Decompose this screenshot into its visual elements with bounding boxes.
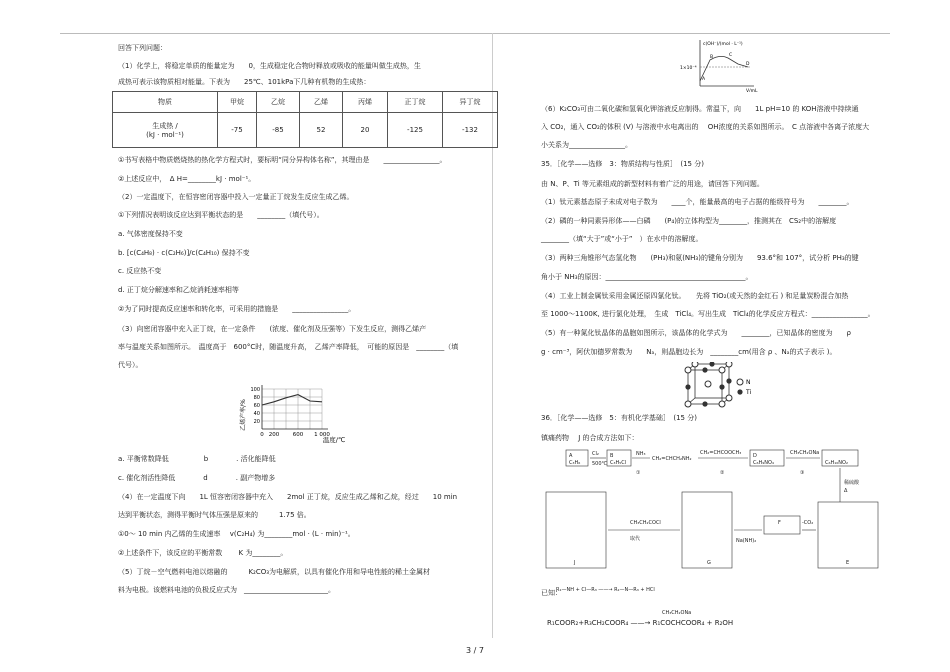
table-header: 乙烯 xyxy=(300,92,343,113)
chart-grid xyxy=(262,389,322,429)
oh-y-tick: 1×10⁻⁴ xyxy=(680,66,697,71)
top-rule xyxy=(60,33,890,34)
svg-text:Na(NH)₂: Na(NH)₂ xyxy=(736,538,757,544)
text-line: （2）磷的一种同素异形体——白磷 (P₄)的立体构型为________，推测其在 CS₂中的溶解度 xyxy=(541,217,837,225)
compound-b: C₃H₅Cl xyxy=(610,460,627,466)
table-header-row xyxy=(113,92,498,113)
table-cell: -85 xyxy=(257,113,300,148)
known-label: 已知： xyxy=(541,589,562,597)
text-line: ①0～ 10 min 内乙烯的生成速率 v(C₂H₄) 为________mol · (L · min)⁻¹。 xyxy=(118,530,355,538)
compound-a: C₃H₆ xyxy=(569,460,581,466)
legend-ti-label: Ti xyxy=(746,389,752,396)
text-line: （1）钛元素基态原子未成对电子数为 ____个，能量最高的电子占据的能级符号为 ________。 xyxy=(541,198,854,206)
compound-g-box xyxy=(682,492,732,568)
text-line: （5）丁烷－空气燃料电池以熔融的 K₂CO₃为电解质，以具有催化作用和导电性能的稀土金属材 xyxy=(118,568,431,576)
text-line: （4）工业上制金属钛采用金属还原四氯化钛。 先将 TiO₂(或天然的金红石 ) 和足量炭粉混合加热 xyxy=(541,292,849,300)
table-header: 丙烯 xyxy=(343,92,388,113)
svg-text:J: J xyxy=(574,560,576,566)
x-tick-label: 0 xyxy=(260,432,264,438)
synthesis-route-diagram xyxy=(542,444,892,630)
x-tick-label: 600 xyxy=(292,432,304,438)
yield-series-line xyxy=(262,395,322,405)
compound-b-label: B xyxy=(610,453,614,459)
point-c: C xyxy=(729,53,733,58)
text-line: （1）化学上，将稳定单质的能量定为 0，生成稳定化合物时释放或吸收的能量叫做生成热，生 xyxy=(118,62,421,70)
text-line: 达到平衡状态，测得平衡时气体压强是原来的 1.75 倍。 xyxy=(118,511,311,519)
table-header: 物质 xyxy=(113,92,218,113)
option-a: a. 气体密度保持不变 xyxy=(118,230,183,238)
text-line: ________（填“大于”或“小于” ）在水中的溶解度。 xyxy=(541,235,703,243)
text-line: （3）向密闭容器中充入正丁烷，在一定条件 (浓度、催化剂及压强等）下发生反应，测得乙烯产 xyxy=(118,325,427,333)
text-line: ①下列情况表明该反应达到平衡状态的是 ________（填代号）。 xyxy=(118,211,324,219)
point-b: B xyxy=(710,55,714,60)
svg-text:取代: 取代 xyxy=(630,536,641,542)
y-tick-label: 100 xyxy=(250,387,260,393)
table-cell: 20 xyxy=(343,113,388,148)
y-tick-label: 60 xyxy=(253,403,260,409)
text-line: ②为了同时提高反应速率和转化率，可采用的措施是 ________________。 xyxy=(118,305,356,313)
text-line: 代号）。 xyxy=(118,361,143,369)
svg-text:NH₃: NH₃ xyxy=(636,451,646,457)
row-label-line-1: 生成热 / xyxy=(152,122,178,130)
compound-c: CH₂=CHCH₂NH₂ xyxy=(652,456,692,462)
svg-text:②: ② xyxy=(720,470,725,476)
text-line: 率与温度关系如图所示。 温度高于 600°C时，随温度升高， 乙烯产率降低， 可能的原因是 ________（填 xyxy=(118,343,459,351)
text-line: 镇痛药物 J 的合成方法如下： xyxy=(541,434,639,442)
text-line: （4）在一定温度下向 1L 恒容密闭容器中充入 2mol 正丁烷，反应生成乙烯和乙烷，经过 10 min xyxy=(118,493,458,501)
chart-x-label: 温度/℃ xyxy=(322,436,346,444)
text-line: ①书写表格中物质燃烧热的热化学方程式时，要标明“同分异构体名称”，其理由是 ________________。 xyxy=(118,156,447,164)
svg-text:F: F xyxy=(778,520,781,526)
text-line: 角小于 NH₃的原因：________________________________________。 xyxy=(541,273,753,281)
known-reaction-2: R₁COOR₂+R₃CH₂COOR₄ ——→ R₁COCHCOOR₄ + R₂OH xyxy=(547,619,734,627)
option-cd: c. 催化剂活性降低 d . 副产物增多 xyxy=(118,474,276,482)
text-line: （6）K₂CO₃可由二氧化碳和氢氧化钾溶液反应制得。常温下，向 1L pH=10 的 KOH溶液中持续通 xyxy=(541,105,859,113)
section-heading: 35．［化学——选修 3：物质结构与性质］ (15 分) xyxy=(541,160,704,168)
y-tick-label: 80 xyxy=(253,395,260,401)
page-number: 3 / 7 xyxy=(466,646,484,655)
svg-text:CH₃CH₂ONa: CH₃CH₂ONa xyxy=(790,450,820,456)
text-line: 由 N、P、Ti 等元素组成的新型材料有着广泛的用途，请回答下列问题。 xyxy=(541,180,764,188)
compound-e-box xyxy=(818,502,878,568)
svg-text:E: E xyxy=(846,560,850,566)
text-line: （3）两种三角锥形气态氢化物 (PH₃)和氨(NH₃)的键角分别为 93.6°和 107°，试分析 PH₃的键 xyxy=(541,254,859,262)
y-tick-label: 40 xyxy=(253,411,260,417)
text-line: 小关系为________________。 xyxy=(541,141,632,149)
compound-d2: C₆H₁₀NO₂ xyxy=(825,460,848,466)
y-tick-label: 20 xyxy=(253,419,260,425)
chart-axes xyxy=(262,385,328,429)
table-row xyxy=(113,113,498,148)
compound-d-label: D xyxy=(753,453,757,459)
table-cell: -75 xyxy=(218,113,257,148)
svg-text:CH₂=CHCOOCH₃: CH₂=CHCOOCH₃ xyxy=(700,450,742,456)
option-ab: a. 平衡常数降低 b . 活化能降低 xyxy=(118,455,276,463)
svg-text:Δ: Δ xyxy=(844,488,848,494)
x-tick-label: 200 xyxy=(268,432,280,438)
option-b: b. [c(C₄H₈) · c(C₂H₆)]/c(C₄H₁₀) 保持不变 xyxy=(118,249,250,257)
legend-n-marker xyxy=(737,379,743,385)
text-line: g · cm⁻³，阿伏加德罗常数为 Nₐ，则晶胞边长为 ________cm(用含 ρ 、Nₐ的式子表示 )。 xyxy=(541,348,837,356)
svg-text:Cl₂: Cl₂ xyxy=(592,451,599,457)
table-cell: -125 xyxy=(388,113,443,148)
row-label-line-2: (kJ · mol⁻¹) xyxy=(146,131,184,139)
titanium-nitride-unit-cell xyxy=(682,362,772,412)
compound-d: C₆H₉NO₄ xyxy=(753,460,774,466)
chart-y-label: 乙烯产率/% xyxy=(240,399,247,431)
compound-j-box xyxy=(546,492,606,568)
svg-text:500℃: 500℃ xyxy=(592,461,608,467)
text-line: 回答下列问题： xyxy=(118,44,167,52)
chart-ticks xyxy=(250,387,330,438)
legend-ti-marker xyxy=(737,389,742,394)
table-header: 正丁烷 xyxy=(388,92,443,113)
table-header: 异丁烷 xyxy=(443,92,498,113)
oh-y-label: c(OH⁻)/(mol · L⁻¹) xyxy=(703,42,743,47)
ethylene-yield-chart xyxy=(236,383,346,445)
text-line: 至 1000～1100K, 进行氯化处理， 生成 TiCl₄。写出生成 TiCl₄的化学反应方程式：________________。 xyxy=(541,310,875,318)
point-a: A xyxy=(702,77,706,82)
table-cell: 52 xyxy=(300,113,343,148)
text-line: ②上述反应中， Δ H=________kJ · mol⁻¹。 xyxy=(118,175,256,183)
row-label xyxy=(113,113,218,148)
svg-text:③: ③ xyxy=(800,470,805,476)
heat-of-formation-table xyxy=(112,91,498,148)
table-header: 甲烷 xyxy=(218,92,257,113)
cell-front-face xyxy=(688,370,722,404)
legend-n-label: N xyxy=(746,379,751,386)
text-line: 料为电极。该燃料电池的负极反应式为 ________________________。 xyxy=(118,586,335,594)
table-cell: -132 xyxy=(443,113,498,148)
text-line: ②上述条件下，该反应的平衡常数 K 为________。 xyxy=(118,549,288,557)
svg-text:-CO₂: -CO₂ xyxy=(802,520,814,526)
svg-text:CH₃CH₂ONa: CH₃CH₂ONa xyxy=(662,610,692,616)
text-line: 成热可表示该物质相对能量。下表为 25℃、101kPa下几种有机物的生成热： xyxy=(118,78,371,86)
table-header: 乙烷 xyxy=(257,92,300,113)
section-heading: 36．［化学——选修 5：有机化学基础］ (15 分) xyxy=(541,414,697,422)
svg-text:G: G xyxy=(707,560,711,566)
oh-x-label: V/mL xyxy=(746,89,758,92)
oh-concentration-chart xyxy=(680,36,760,92)
option-c: c. 反应热不变 xyxy=(118,267,162,275)
text-line: 入 CO₂，通入 CO₂的体积 (V) 与溶液中水电离出的 OH浓度的关系如图所示。 C 点溶液中各离子浓度大 xyxy=(541,123,870,131)
svg-text:①: ① xyxy=(636,470,641,476)
point-d: D xyxy=(746,62,750,67)
x-tick-label: 1 000 xyxy=(314,432,330,438)
svg-text:稀硫酸: 稀硫酸 xyxy=(844,480,860,486)
svg-text:CH₃CH₂COCl: CH₃CH₂COCl xyxy=(630,520,661,526)
text-line: （5）有一种氮化钛晶体的晶胞如图所示，该晶体的化学式为 ________，已知晶体的密度为 ρ xyxy=(541,329,851,337)
compound-a-label: A xyxy=(569,453,573,459)
text-line: （2）一定温度下，在恒容密闭容器中投入一定量正丁烷发生反应生成乙烯。 xyxy=(118,193,354,201)
known-reaction-1: R₁—NH + Cl—R₃ ——→ R₁—N—R₃ + HCl xyxy=(556,587,655,593)
oh-curve xyxy=(700,56,748,81)
option-d: d. 正丁烷分解速率和乙烷消耗速率相等 xyxy=(118,286,239,294)
